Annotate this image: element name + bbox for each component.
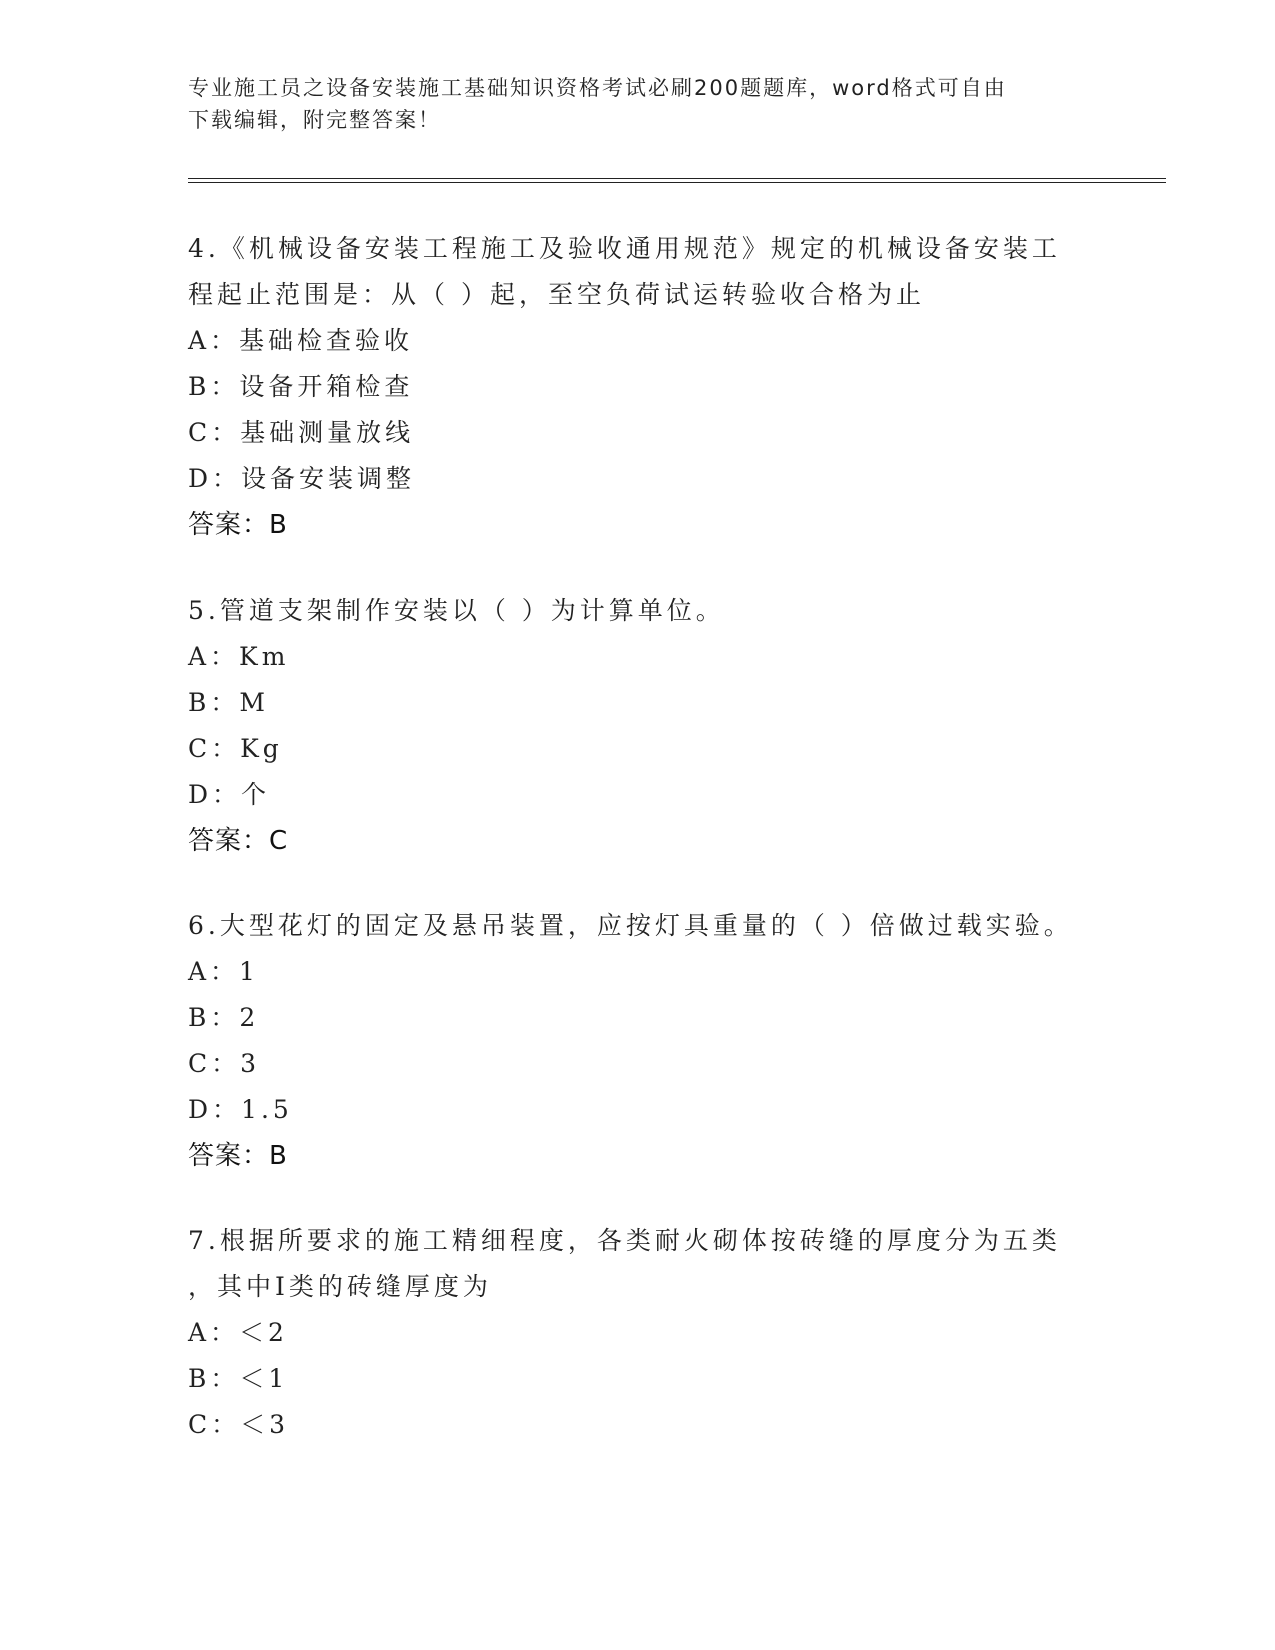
question-block <box>188 903 1088 1179</box>
option-b: B：M <box>188 688 269 717</box>
header-line-1: 专业施工员之设备安装施工基础知识资格考试必刷200题题库，word格式可自由 <box>188 76 1007 100</box>
option-a: A：基础检查验收 <box>188 326 414 355</box>
answer-label: 答案：C <box>188 826 289 856</box>
question-block <box>188 226 1088 548</box>
option-b: B：2 <box>188 1003 260 1032</box>
question-stem-line: ，其中Ⅰ类的砖缝厚度为 <box>188 1272 492 1301</box>
question-stem-line: 5.管道支架制作安装以（ ）为计算单位。 <box>188 596 725 625</box>
option-a: A：Km <box>188 642 290 671</box>
header-divider <box>188 178 1166 183</box>
option-c: C：基础测量放线 <box>188 418 415 447</box>
question-stem <box>188 226 1088 318</box>
option-d: D：个 <box>188 780 271 809</box>
option-c: C：＜3 <box>188 1410 290 1439</box>
option-c: C：Kg <box>188 734 283 763</box>
question-stem <box>188 1218 1088 1310</box>
question-stem <box>188 588 1088 634</box>
header-line-2: 下载编辑，附完整答案！ <box>188 108 441 132</box>
question-stem-line: 6.大型花灯的固定及悬吊装置，应按灯具重量的（ ）倍做过载实验。 <box>188 911 1073 940</box>
question-stem <box>188 903 1088 949</box>
question-block <box>188 1218 1088 1448</box>
option-a: A：＜2 <box>188 1318 288 1347</box>
answer-label: 答案：B <box>188 510 288 540</box>
question-stem-line: 程起止范围是：从（ ）起，至空负荷试运转验收合格为止 <box>188 280 925 309</box>
option-c: C：3 <box>188 1049 261 1078</box>
option-b: B：设备开箱检查 <box>188 372 414 401</box>
option-b: B：＜1 <box>188 1364 289 1393</box>
question-stem-line: 4.《机械设备安装工程施工及验收通用规范》规定的机械设备安装工 <box>188 234 1061 263</box>
option-d: D：设备安装调整 <box>188 464 416 493</box>
option-a: A：1 <box>188 957 259 986</box>
question-stem-line: 7.根据所要求的施工精细程度，各类耐火砌体按砖缝的厚度分为五类 <box>188 1226 1061 1255</box>
answer-label: 答案：B <box>188 1141 288 1171</box>
question-block <box>188 588 1088 864</box>
document-header <box>188 72 1068 136</box>
option-d: D：1.5 <box>188 1095 293 1124</box>
